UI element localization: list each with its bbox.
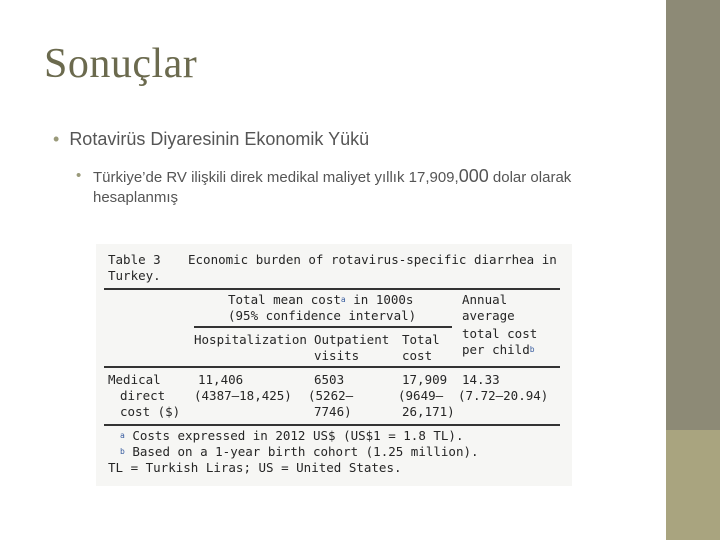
group-header-rule bbox=[194, 326, 452, 328]
group-header-line2: (95% confidence interval) bbox=[228, 308, 417, 323]
bullet-level2-post: dolar olarak hesaplanmış bbox=[93, 169, 572, 206]
row-label-line1: Medical bbox=[108, 372, 161, 387]
outpatient-ci-line1: (5262— bbox=[308, 388, 354, 403]
footnote-b: $^b$ Based on a 1-year birth cohort (1.25 million). bbox=[120, 444, 479, 459]
bullet-level1 bbox=[53, 129, 369, 150]
annual-header-line2: average bbox=[462, 308, 515, 323]
annual-value: 14.33 bbox=[462, 372, 500, 387]
annual-ci: (7.72—20.94) bbox=[458, 388, 549, 403]
annual-header-line1: Annual bbox=[462, 292, 508, 307]
decorative-side-bar-bottom bbox=[666, 430, 720, 540]
bullet-level1-text: Rotavirüs Diyaresinin Ekonomik Yükü bbox=[69, 129, 370, 149]
table-top-rule bbox=[104, 288, 560, 290]
annual-header-line3: total cost bbox=[462, 326, 538, 341]
slide-title: Sonuçlar bbox=[44, 41, 198, 87]
hosp-ci: (4387—18,425) bbox=[194, 388, 292, 403]
outpatient-value: 6503 bbox=[314, 372, 345, 387]
row-label-line3: cost ($) bbox=[120, 404, 181, 419]
bullet-level2-text bbox=[76, 166, 656, 208]
col-header-total-line1: Total bbox=[402, 332, 440, 347]
economic-burden-table-image bbox=[96, 244, 572, 486]
header-bottom-rule bbox=[104, 366, 560, 368]
col-header-hospitalization: Hospitalization bbox=[194, 332, 307, 347]
total-ci-line2: 26,171) bbox=[402, 404, 455, 419]
row-label-line2: direct bbox=[120, 388, 166, 403]
bullet-dot-icon: • bbox=[53, 129, 60, 149]
footnote-a: $^a$ Costs expressed in 2012 US$ (US$1 = 1.8 TL). bbox=[120, 428, 464, 443]
table-bottom-rule bbox=[104, 424, 560, 426]
footnote-abbreviations: TL = Turkish Liras; US = United States. bbox=[108, 460, 402, 475]
total-value: 17,909 bbox=[402, 372, 448, 387]
col-header-outpatient-line2: visits bbox=[314, 348, 360, 363]
col-header-total-line2: cost bbox=[402, 348, 433, 363]
bullet-level2-pre: Türkiye’de RV ilişkili direk medikal maliyet yıllık 17,909, bbox=[93, 169, 459, 186]
outpatient-ci-line2: 7746) bbox=[314, 404, 352, 419]
table-label-line1: Table 3 bbox=[108, 252, 161, 267]
annual-header-line4: per child$^b$ bbox=[462, 342, 535, 357]
total-ci-line1: (9649— bbox=[398, 388, 444, 403]
col-header-outpatient-line1: Outpatient bbox=[314, 332, 390, 347]
table-caption: Economic burden of rotavirus-specific diarrhea in bbox=[188, 252, 557, 267]
group-header-line1: Total mean cost$^a$ in 1000s bbox=[228, 292, 414, 307]
decorative-side-bar-top bbox=[666, 0, 720, 430]
bullet-level2 bbox=[76, 166, 656, 208]
bullet-level2-big: 000 bbox=[458, 166, 489, 186]
hosp-value: 11,406 bbox=[198, 372, 244, 387]
bullet-dot-icon: • bbox=[76, 167, 82, 184]
table-label-line2: Turkey. bbox=[108, 268, 161, 283]
